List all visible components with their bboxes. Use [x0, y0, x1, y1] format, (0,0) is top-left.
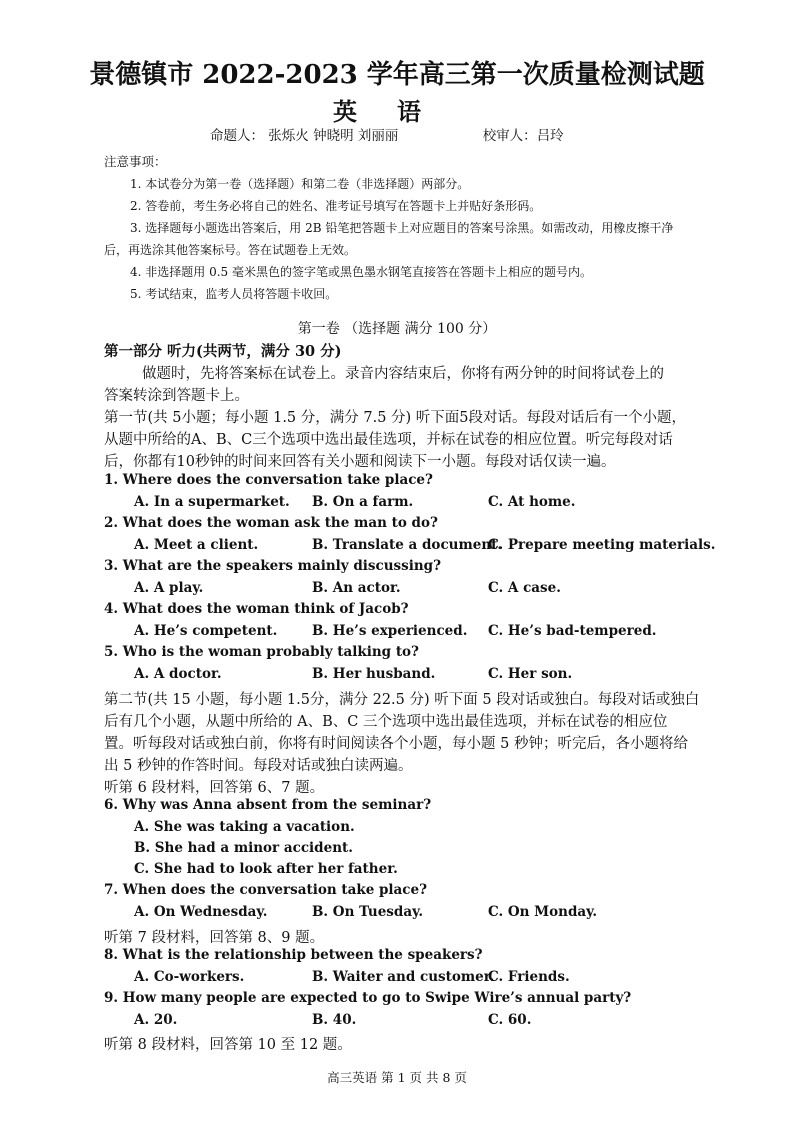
question-text: 8. What is the relationship between the speakers?	[104, 947, 483, 963]
option-a: A. A doctor.	[134, 666, 222, 682]
option-b: B. Translate a document.	[312, 537, 503, 553]
reviewer-label: 校审人：	[482, 128, 537, 144]
option-c: C. On Monday.	[488, 904, 598, 920]
option-b: B. 40.	[312, 1012, 357, 1028]
section1-line: 第一节(共 5小题；每小题 1.5 分，满分 7.5 分) 听下面5段对话。每段对话后有一个小题，	[104, 410, 687, 426]
exam-title: 景德镇市 2022-2023 学年高三第一次质量检测试题	[89, 60, 705, 90]
option-b: B. He’s experienced.	[312, 623, 468, 639]
intro-line: 答案转涂到答题卡上。	[104, 388, 249, 404]
option-c: C. 60.	[488, 1012, 532, 1028]
option-c: C. He’s bad-tempered.	[488, 623, 657, 639]
section2-line: 置。听每段对话或独白前，你将有时间阅读各个小题，每小题 5 秒钟；听完后，各小题将给	[104, 736, 688, 752]
question-text: 1. Where does the conversation take place?	[104, 472, 433, 488]
notice-item: 3. 选择题每小题选出答案后，用 2B 铅笔把答题卡上对应题目的答案号涂黑。如需改动，用橡皮擦干净	[130, 221, 674, 235]
material-note: 听第 7 段材料，回答第 8、9 题。	[104, 930, 325, 946]
section1-line: 从题中所给的A、B、C三个选项中选出最佳选项，并标在试卷的相应位置。听完每段对话	[104, 432, 673, 448]
option-a: A. 20.	[134, 1012, 178, 1028]
option-a: A. In a supermarket.	[134, 494, 290, 510]
question-text: 5. Who is the woman probably talking to?	[104, 644, 419, 660]
option-b: B. Her husband.	[312, 666, 436, 682]
option-c: C. Prepare meeting materials.	[488, 537, 716, 553]
option-a: A. She was taking a vacation.	[134, 819, 355, 835]
section2-line: 出 5 秒钟的作答时间。每段对话或独白读两遍。	[104, 758, 413, 774]
page-footer: 高三英语 第 1 页 共 8 页	[327, 1070, 467, 1085]
material-note: 听第 6 段材料，回答第 6、7 题。	[104, 780, 325, 796]
question-text: 2. What does the woman ask the man to do?	[104, 515, 438, 531]
question-text: 9. How many people are expected to go to Swipe Wire’s annual party?	[104, 990, 632, 1006]
option-a: A. Co-workers.	[134, 969, 245, 985]
option-c: C. She had to look after her father.	[134, 861, 398, 877]
notice-item: 4. 非选择题用 0.5 毫米黑色的签字笔或黑色墨水钢笔直接答在答题卡上相应的题号内。	[130, 265, 592, 279]
author-line	[210, 124, 564, 144]
section1-line: 后，你都有10秒钟的时间来回答有关小题和阅读下一小题。每段对话仅读一遍。	[104, 454, 616, 470]
notice-heading: 注意事项：	[104, 154, 167, 169]
part1-title: 第一部分 听力(共两节，满分 30 分)	[104, 343, 342, 360]
notice-item: 1. 本试卷分为第一卷（选择题）和第二卷（非选择题）两部分。	[130, 177, 470, 191]
question-text: 6. Why was Anna absent from the seminar?	[104, 797, 432, 813]
option-b: B. Waiter and customer.	[312, 969, 495, 985]
option-c: C. A case.	[488, 580, 561, 596]
volume-title: 第一卷 （选择题 满分 100 分）	[297, 321, 497, 337]
option-b: B. An actor.	[312, 580, 401, 596]
question-text: 3. What are the speakers mainly discussing?	[104, 558, 442, 574]
reviewer-name: 吕玲	[536, 128, 564, 144]
notice-item: 后，再选涂其他答案标号。答在试题卷上无效。	[104, 243, 357, 257]
option-b: B. On a farm.	[312, 494, 414, 510]
material-note: 听第 8 段材料，回答第 10 至 12 题。	[104, 1037, 352, 1053]
option-c: C. At home.	[488, 494, 576, 510]
option-a: A. A play.	[134, 580, 204, 596]
notice-item: 5. 考试结束，监考人员将答题卡收回。	[130, 287, 338, 301]
subject-text: 英语	[333, 97, 461, 126]
option-c: C. Friends.	[488, 969, 570, 985]
question-text: 7. When does the conversation take place?	[104, 882, 428, 898]
authors-names: 张烁火 钟晓明 刘丽丽	[268, 128, 399, 144]
option-a: A. Meet a client.	[134, 537, 259, 553]
section2-line: 后有几个小题，从题中所给的 A、B、C 三个选项中选出最佳选项，并标在试卷的相应位	[104, 714, 668, 730]
option-a: A. On Wednesday.	[134, 904, 268, 920]
option-b: B. She had a minor accident.	[134, 840, 353, 856]
authors-label: 命题人：	[210, 128, 264, 144]
option-c: C. Her son.	[488, 666, 573, 682]
option-a: A. He’s competent.	[134, 623, 278, 639]
section2-line: 第二节(共 15 小题，每小题 1.5分，满分 22.5 分) 听下面 5 段对话或独白。每段对话或独白	[104, 692, 700, 708]
subject-title	[0, 92, 794, 127]
option-b: B. On Tuesday.	[312, 904, 424, 920]
notice-item: 2. 答卷前，考生务必将自己的姓名、准考证号填写在答题卡上并贴好条形码。	[130, 199, 542, 213]
question-text: 4. What does the woman think of Jacob?	[104, 601, 409, 617]
intro-line: 做题时，先将答案标在试卷上。录音内容结束后，你将有两分钟的时间将试卷上的	[142, 366, 664, 382]
